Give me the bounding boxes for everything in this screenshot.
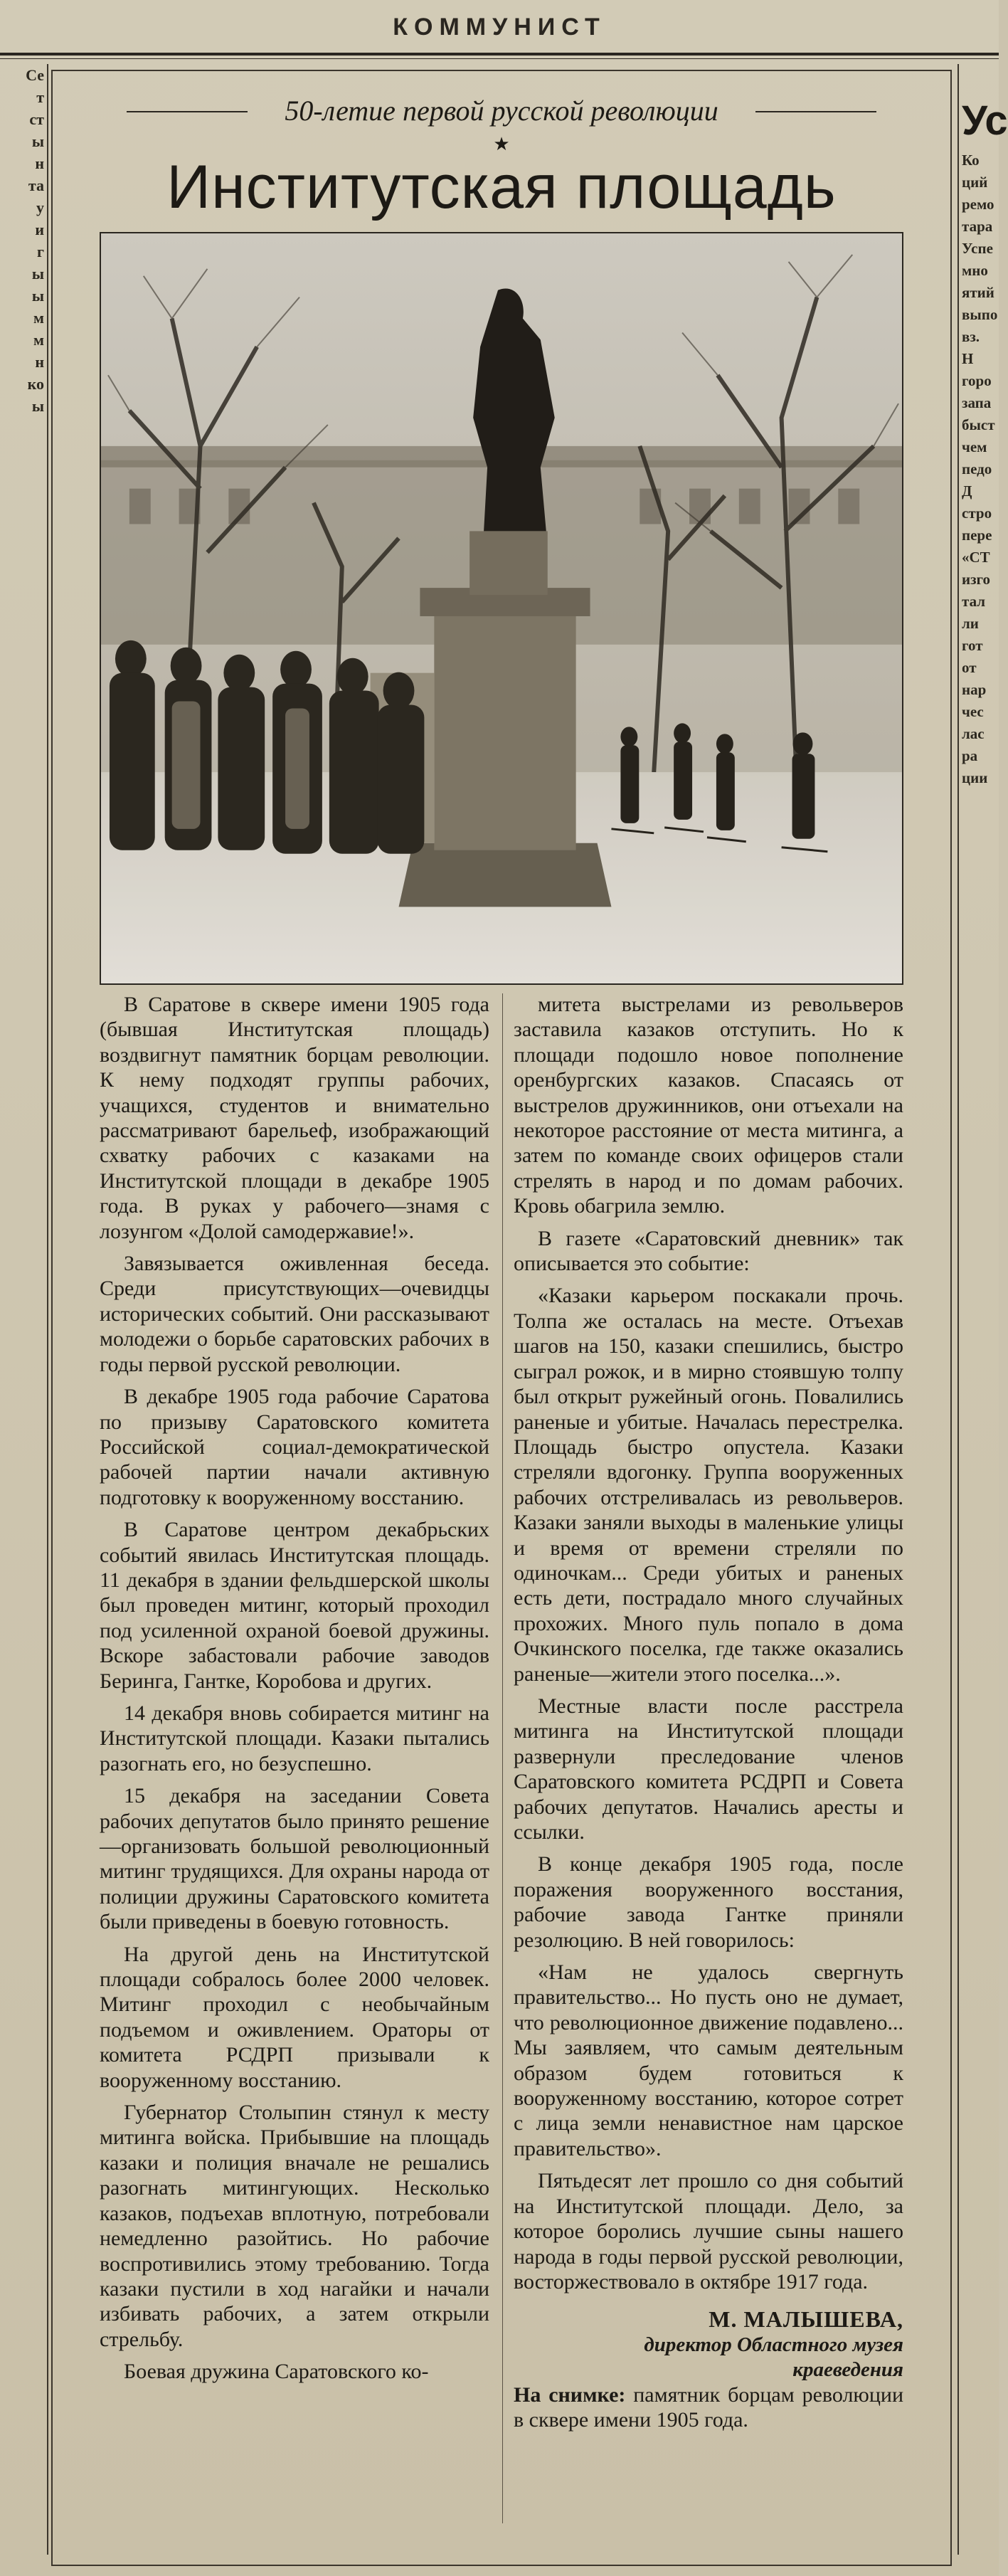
article-paragraph: Губернатор Столыпин стянул к месту митинга войска. Прибывшие на площадь казаки и полиция вначале не решались разогнать митингующих. Несколько казаков, подъехав вплотную, потребовали немедленно разойтись. Но рабочие воспротивились этому требованию. Тогда казаки пустили в ход нагайки и начали избивать рабочих, а затем открыли стрельбу. bbox=[100, 2101, 489, 2351]
right-column-fragment: мно bbox=[962, 262, 988, 279]
photo-caption bbox=[514, 2382, 903, 2433]
article-supertitle bbox=[53, 93, 950, 130]
right-column-fragment: нар bbox=[962, 681, 987, 698]
article-paragraph: митета выстрелами из револьверов заставила казаков отступить. Но к площади подошло новое пополнение оренбургских казаков. Спасаясь от выстрелов дружинников, они отъехали на некоторое расстояние от места митинга, а затем по команде своих офицеров стали стрелять в народ и по домам рабочих. Кровь обагрила землю. bbox=[514, 993, 903, 1218]
left-column-fragment: Се bbox=[26, 66, 44, 84]
right-column-fragment: Успе bbox=[962, 240, 993, 257]
article-paragraph: На другой день на Институтской площади собралось более 2000 человек. Митинг проходил с необычайным подъемом и оживлением. Ораторы от комитета РСДРП призывали к вооруженному восстанию. bbox=[100, 1942, 489, 2092]
article-paragraph: Пятьдесят лет прошло со дня событий на Институтской площади. Дело, за которое боролись лучшие сыны нашего народа в годы первой русской революции, восторжествовало в октябре 1917 года. bbox=[514, 2169, 903, 2293]
right-column-fragment: тал bbox=[962, 593, 986, 610]
left-column-fragment: н bbox=[35, 154, 44, 172]
author-signature bbox=[514, 2307, 903, 2382]
monument-photo-image bbox=[101, 233, 902, 983]
article-paragraph: Местные власти после расстрела митинга на Институтской площади развернули преследование членов Саратовского комитета РСДРП и Совета рабочих депутатов. Начались аресты и ссылки. bbox=[514, 1694, 903, 1844]
star-ornament: ★ bbox=[493, 134, 510, 154]
supertitle-rule-left bbox=[127, 111, 248, 112]
right-column-fragment: Н bbox=[962, 350, 974, 367]
article-paragraph: Боевая дружина Саратовского ко- bbox=[124, 2360, 429, 2384]
article-photo bbox=[100, 232, 903, 985]
right-neighbor-column bbox=[957, 64, 1008, 2555]
left-column-fragment: у bbox=[36, 199, 44, 216]
right-column-fragment: Д bbox=[962, 482, 972, 500]
right-column-fragment: быст bbox=[962, 416, 995, 433]
column-separator bbox=[502, 993, 503, 2523]
right-column-fragment: Ко bbox=[962, 152, 980, 169]
left-column-fragment: ы bbox=[31, 287, 44, 305]
article-paragraph: Завязывается оживленная беседа. Среди присутствующих—очевидцы исторических событий. Они рассказывают молодежи о борьбе саратовских рабочих в годы первой русской революции. bbox=[100, 1252, 489, 1376]
article-title: Институтская площадь bbox=[166, 153, 837, 221]
article-paragraph: «Нам не удалось свергнуть правительство... Но пусть оно не думает, что революционное движение подавлено... Мы заявляем, что самым деятельным образом будем готовиться к вооруженному восстанию, которое сотрет с лица земли ненавистное нам царское правительство». bbox=[514, 1960, 903, 2160]
left-column-fragment: ы bbox=[31, 397, 44, 415]
right-column-fragment: тара bbox=[962, 218, 993, 235]
right-column-fragment: лас bbox=[962, 725, 985, 742]
left-column-fragment: ы bbox=[31, 265, 44, 283]
left-column-fragment: г bbox=[37, 243, 44, 260]
right-column-fragment: вз. bbox=[962, 328, 980, 345]
right-column-fragment: ра bbox=[962, 747, 978, 764]
caption-label: На снимке: bbox=[514, 2382, 626, 2407]
supertitle-text: 50-летие первой русской революции bbox=[285, 95, 718, 127]
left-column-fragment: ст bbox=[29, 110, 44, 128]
author-role-2: краеведения bbox=[792, 2358, 903, 2381]
left-column-fragment: та bbox=[28, 176, 44, 194]
right-column-fragment: ли bbox=[962, 615, 979, 632]
article-paragraph: В конце декабря 1905 года, после поражения вооруженного восстания, рабочие завода Гантке приняли резолюцию. В ней говорилось: bbox=[514, 1852, 903, 1952]
right-column-fragment: стро bbox=[962, 505, 992, 522]
right-column-fragment: чес bbox=[962, 703, 984, 720]
right-column-fragment: горо bbox=[962, 372, 992, 389]
caption-text: памятник борцам революции в сквере имени 1905 года. bbox=[514, 2382, 903, 2432]
right-column-fragment: чем bbox=[962, 438, 987, 455]
author-role: директор Областного музея bbox=[644, 2333, 903, 2356]
article-paragraph: 15 декабря на заседании Совета рабочих депутатов было принято решение—организовать большой революционный митинг трудящихся. Для охраны народа от полиции дружины Саратовского комитета были приведены в боевую готовность. bbox=[100, 1784, 489, 1934]
article-paragraph: 14 декабря вновь собирается митинг на Институтской площади. Казаки пытались разогнать его, но безуспешно. bbox=[100, 1701, 489, 1775]
left-column-fragment: т bbox=[36, 88, 44, 106]
right-column-fragment: педо bbox=[962, 460, 992, 477]
masthead: КОММУНИСТ bbox=[393, 14, 606, 41]
right-column-fragment: от bbox=[962, 659, 977, 676]
supertitle-rule-right bbox=[755, 111, 876, 112]
right-column-fragment: запа bbox=[962, 394, 992, 411]
right-column-fragment: гот bbox=[962, 637, 983, 654]
article-column-2 bbox=[514, 992, 903, 2440]
left-neighbor-column bbox=[0, 64, 48, 2555]
article-paragraph: «Казаки карьером поскакали прочь. Толпа же осталась на месте. Отъехав шагов на 150, казаки спешились, быстро сыграл рожок, и в мирно стоявшую толпу был открыт ружейный огонь. Повалились раненые и убитые. Началась перестрелка. Площадь быстро опустела. Казаки стреляли вдогонку. Группа вооруженных рабочих отстреливалась из револьверов. Казаки заняли выходы в маленькие улицы и время от времени стреляли по одиночкам... Среди убитых и раненых есть дети, пострадало много случайных прохожих. Много пуль попало в дома Очкинского поселка, где также оказались раненые—жители этого поселка...». bbox=[514, 1284, 903, 1686]
left-column-fragment: ко bbox=[27, 375, 44, 393]
left-column-fragment: ы bbox=[31, 132, 44, 150]
right-column-fragment: ции bbox=[962, 769, 988, 786]
right-column-fragment: изго bbox=[962, 571, 991, 588]
article-column-1 bbox=[100, 992, 489, 2392]
right-column-fragment: ятий bbox=[962, 284, 994, 301]
masthead-rule-thin bbox=[0, 58, 999, 59]
left-column-fragment: н bbox=[35, 353, 44, 371]
right-column-fragment: ремо bbox=[962, 196, 994, 213]
left-column-fragment: м bbox=[33, 331, 44, 349]
masthead-rule bbox=[0, 53, 999, 56]
right-column-fragment: пере bbox=[962, 527, 992, 544]
right-column-fragment: «СТ bbox=[962, 549, 990, 566]
right-column-fragment: ций bbox=[962, 174, 988, 191]
article-paragraph: В Саратове центром декабрьских событий явилась Институтская площадь. 11 декабря в здании фельдшерской школы был проведен митинг, который проходил под усиленной охраной боевой дружины. Вскоре забастовали рабочие заводов Беринга, Гантке, Коробова и других. bbox=[100, 1518, 489, 1693]
article-paragraph: В Саратове в сквере имени 1905 года (бывшая Институтская площадь) воздвигнут памятник борцам революции. К нему подходят группы рабочих, учащихся, студентов и внимательно рассматривают барельеф, изображающий схватку рабочих с казаками на Институтской площади в декабре 1905 года. В руках у рабочего—знамя с лозунгом «Долой самодержавие!». bbox=[100, 993, 489, 1243]
article bbox=[51, 70, 952, 2566]
article-paragraph: В декабре 1905 года рабочие Саратова по призыву Саратовского комитета Российской социал-демократической рабочей партии начали активную подготовку к вооруженному восстанию. bbox=[100, 1385, 489, 1509]
right-column-fragment: выпо bbox=[962, 306, 998, 323]
author-name: М. МАЛЫШЕВА, bbox=[709, 2306, 903, 2333]
article-paragraph: В газете «Саратовский дневник» так описывается это событие: bbox=[514, 1226, 903, 1276]
left-column-fragment: и bbox=[35, 221, 44, 238]
left-column-fragment: м bbox=[33, 309, 44, 327]
right-column-headline: Ус bbox=[962, 97, 1008, 144]
